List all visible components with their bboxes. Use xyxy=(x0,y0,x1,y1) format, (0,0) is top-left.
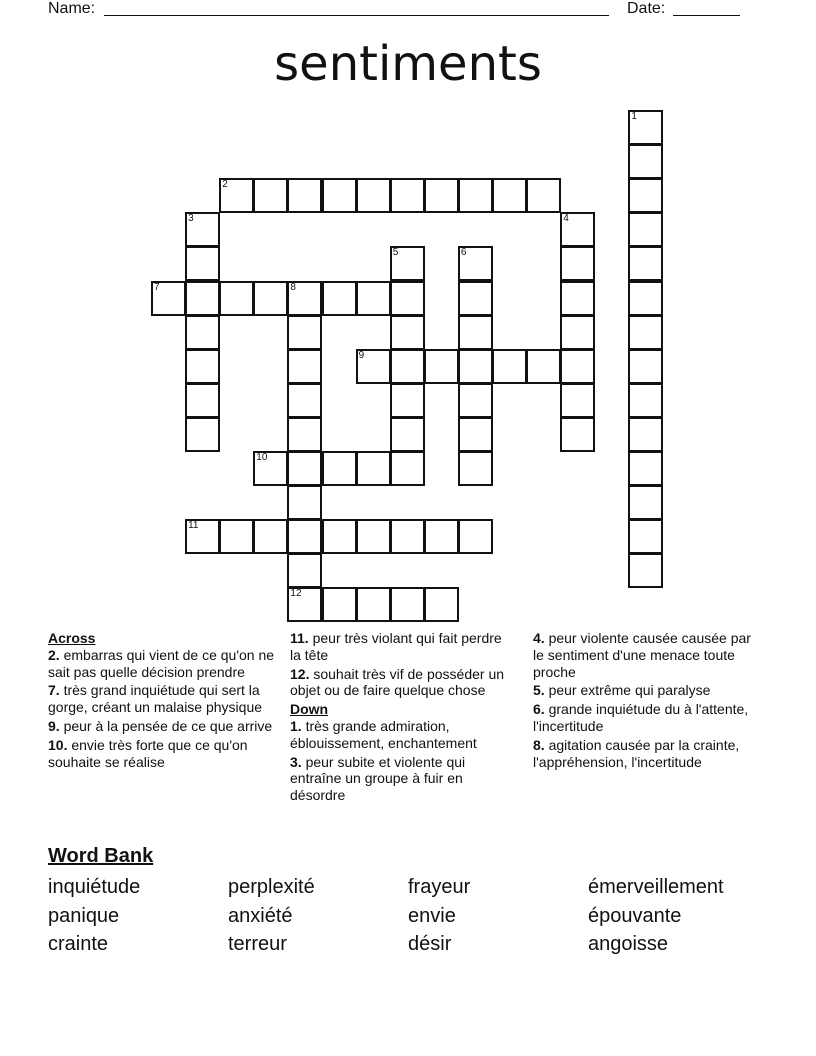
grid-cell[interactable] xyxy=(287,178,322,213)
grid-cell[interactable] xyxy=(390,281,425,316)
grid-cell[interactable] xyxy=(219,519,254,554)
grid-cell[interactable] xyxy=(628,212,663,247)
grid-cell[interactable] xyxy=(185,246,220,281)
grid-cell[interactable] xyxy=(322,587,357,622)
grid-cell[interactable] xyxy=(560,349,595,384)
grid-cell[interactable] xyxy=(628,485,663,520)
grid-cell[interactable] xyxy=(356,519,391,554)
grid-cell[interactable] xyxy=(492,178,527,213)
grid-cell[interactable] xyxy=(560,212,595,247)
grid-cell[interactable] xyxy=(253,178,288,213)
across-heading: Across xyxy=(48,630,96,646)
grid-cell[interactable] xyxy=(628,110,663,145)
grid-cell[interactable] xyxy=(458,383,493,418)
grid-cell[interactable] xyxy=(458,246,493,281)
grid-cell[interactable] xyxy=(151,281,186,316)
cell-number: 9 xyxy=(358,349,365,361)
grid-cell[interactable] xyxy=(287,349,322,384)
grid-cell[interactable] xyxy=(253,451,288,486)
word-bank-item: frayeur xyxy=(408,876,471,898)
grid-cell[interactable] xyxy=(628,281,663,316)
grid-cell[interactable] xyxy=(390,519,425,554)
clue-down-8: 8. agitation causée par la crainte, l'appréhension, l'incertitude xyxy=(533,736,740,770)
clue-down-4: 4. peur violente causée causée par le sentiment d'une menace toute proche xyxy=(533,630,751,680)
grid-cell[interactable] xyxy=(526,178,561,213)
grid-cell[interactable] xyxy=(219,281,254,316)
grid-cell[interactable] xyxy=(390,587,425,622)
grid-cell[interactable] xyxy=(287,417,322,452)
grid-cell[interactable] xyxy=(287,587,322,622)
grid-cell[interactable] xyxy=(322,178,357,213)
grid-cell[interactable] xyxy=(185,315,220,350)
grid-cell[interactable] xyxy=(628,553,663,588)
grid-cell[interactable] xyxy=(253,281,288,316)
clue-down-6: 6. grande inquiétude du à l'attente, l'incertitude xyxy=(533,701,749,734)
grid-cell[interactable] xyxy=(390,178,425,213)
grid-cell[interactable] xyxy=(185,383,220,418)
grid-cell[interactable] xyxy=(390,349,425,384)
word-bank-item: crainte xyxy=(48,933,109,955)
grid-cell[interactable] xyxy=(287,383,322,418)
grid-cell[interactable] xyxy=(628,178,663,213)
grid-cell[interactable] xyxy=(492,349,527,384)
grid-cell[interactable] xyxy=(356,281,391,316)
word-bank-item: terreur xyxy=(228,933,287,955)
grid-cell[interactable] xyxy=(287,315,322,350)
grid-cell[interactable] xyxy=(424,178,459,213)
grid-cell[interactable] xyxy=(628,451,663,486)
cell-number: 11 xyxy=(188,520,199,532)
grid-cell[interactable] xyxy=(458,417,493,452)
grid-cell[interactable] xyxy=(458,519,493,554)
grid-cell[interactable] xyxy=(287,519,322,554)
cell-number: 6 xyxy=(460,247,467,259)
grid-cell[interactable] xyxy=(628,246,663,281)
grid-cell[interactable] xyxy=(185,349,220,384)
grid-cell[interactable] xyxy=(185,212,220,247)
grid-cell[interactable] xyxy=(560,246,595,281)
clue-across-10: 10. envie très forte que ce qu'on souhaite se réalise xyxy=(48,736,248,770)
name-label: Name: xyxy=(48,0,96,17)
grid-cell[interactable] xyxy=(458,178,493,213)
grid-cell[interactable] xyxy=(253,519,288,554)
grid-cell[interactable] xyxy=(322,451,357,486)
down-heading: Down xyxy=(290,701,329,718)
grid-cell[interactable] xyxy=(628,519,663,554)
grid-cell[interactable] xyxy=(458,315,493,350)
clues-column-3 xyxy=(533,630,763,772)
date-label: Date: xyxy=(627,0,666,17)
grid-cell[interactable] xyxy=(560,315,595,350)
word-bank-item: angoisse xyxy=(588,933,669,955)
grid-cell[interactable] xyxy=(458,451,493,486)
grid-cell[interactable] xyxy=(219,178,254,213)
grid-cell[interactable] xyxy=(287,281,322,316)
word-bank-item: épouvante xyxy=(588,905,682,927)
grid-cell[interactable] xyxy=(424,587,459,622)
cell-number: 2 xyxy=(222,179,228,191)
grid-cell[interactable] xyxy=(458,349,493,384)
grid-cell[interactable] xyxy=(424,519,459,554)
grid-cell[interactable] xyxy=(185,417,220,452)
cell-number: 3 xyxy=(188,213,194,225)
grid-cell[interactable] xyxy=(458,281,493,316)
word-bank-item: perplexité xyxy=(228,876,315,898)
grid-cell[interactable] xyxy=(628,349,663,384)
clues-column-2 xyxy=(290,630,516,806)
page-title: sentiments xyxy=(274,36,542,92)
grid-cell[interactable] xyxy=(322,281,357,316)
cell-number: 4 xyxy=(563,213,569,225)
grid-cell[interactable] xyxy=(628,144,663,179)
word-bank-item: envie xyxy=(408,905,456,927)
grid-cell[interactable] xyxy=(390,315,425,350)
grid-cell[interactable] xyxy=(628,315,663,350)
grid-cell[interactable] xyxy=(356,587,391,622)
grid-cell[interactable] xyxy=(185,519,220,554)
grid-cell[interactable] xyxy=(287,485,322,520)
clues-column-1 xyxy=(48,630,280,772)
grid-cell[interactable] xyxy=(424,349,459,384)
grid-cell[interactable] xyxy=(560,281,595,316)
cell-number: 12 xyxy=(290,588,302,600)
clue-down-5: 5. peur extrême qui paralyse xyxy=(533,682,711,699)
grid-cell[interactable] xyxy=(628,383,663,418)
clue-down-1: 1. très grande admiration, éblouissement, enchantement xyxy=(290,717,477,751)
clue-across-9: 9. peur à la pensée de ce que arrive xyxy=(48,717,273,734)
cell-number: 8 xyxy=(290,281,296,293)
cell-number: 7 xyxy=(154,281,160,293)
grid-cell[interactable] xyxy=(287,451,322,486)
word-bank-item: inquiétude xyxy=(48,876,141,898)
grid-cell[interactable] xyxy=(185,281,220,316)
clue-across-2: 2. embarras qui vient de ce qu'on ne sait pas quelle décision prendre xyxy=(48,646,275,680)
word-bank-item: anxiété xyxy=(228,905,293,927)
clue-down-3: 3. peur subite et violente qui entraîne un groupe à fuir en désordre xyxy=(290,753,466,804)
grid-cell[interactable] xyxy=(560,383,595,418)
grid-cell[interactable] xyxy=(628,417,663,452)
cell-number: 10 xyxy=(256,452,268,463)
grid-cell[interactable] xyxy=(390,451,425,486)
word-bank-item: panique xyxy=(48,905,120,927)
word-bank-title: Word Bank xyxy=(48,845,154,867)
clue-across-12: 12. souhait très vif de posséder un objet ou de faire quelque chose xyxy=(290,665,505,699)
grid-cell[interactable] xyxy=(287,553,322,588)
grid-cell[interactable] xyxy=(356,178,391,213)
grid-cell[interactable] xyxy=(356,349,391,384)
grid-cell[interactable] xyxy=(526,349,561,384)
grid-cell[interactable] xyxy=(390,383,425,418)
cell-number: 1 xyxy=(631,111,637,122)
word-bank-item: désir xyxy=(408,933,452,955)
grid-cell[interactable] xyxy=(390,417,425,452)
grid-cell[interactable] xyxy=(322,519,357,554)
grid-cell[interactable] xyxy=(390,246,425,281)
grid-cell[interactable] xyxy=(356,451,391,486)
clue-across-11: 11. peur très violant qui fait perdre la tête xyxy=(290,630,502,663)
cell-number: 5 xyxy=(392,247,399,259)
word-bank-item: émerveillement xyxy=(588,876,724,898)
clue-across-7: 7. très grand inquiétude qui sert la gorge, créant un malaise physique xyxy=(48,682,263,716)
grid-cell[interactable] xyxy=(560,417,595,452)
